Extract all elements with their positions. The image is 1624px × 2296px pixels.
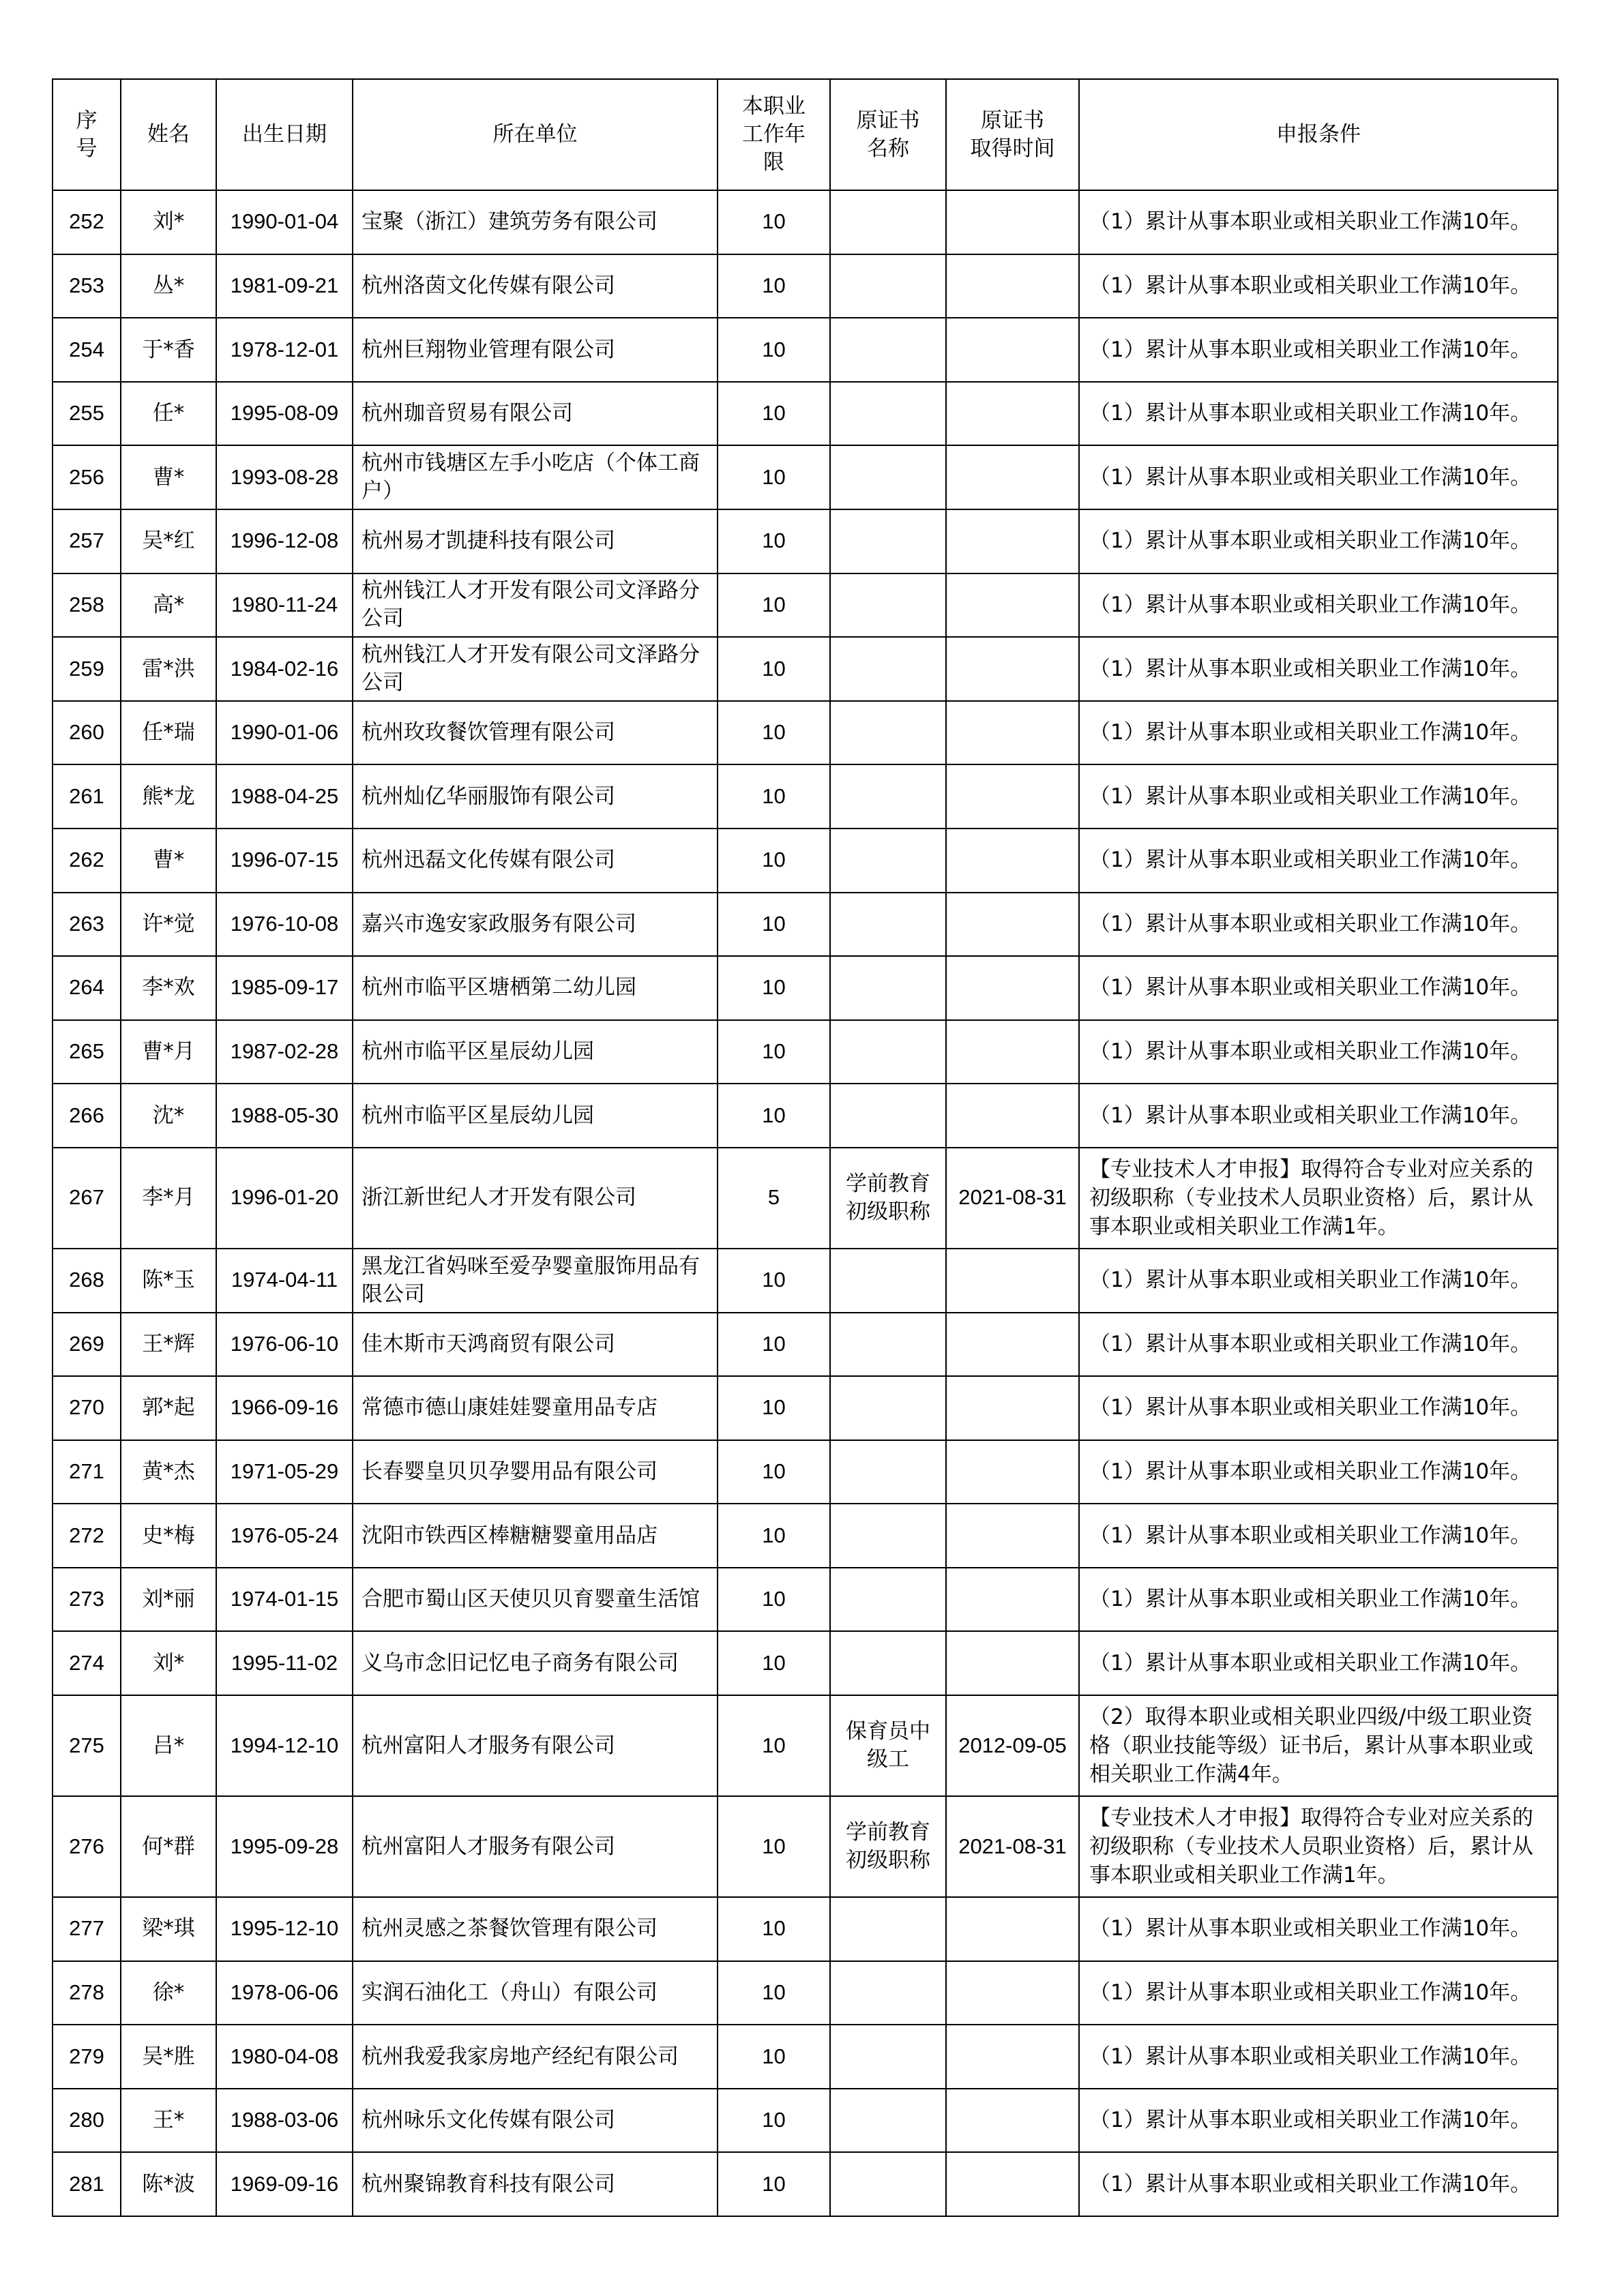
cell-cert-name xyxy=(830,254,946,318)
cell-cert-name xyxy=(830,1376,946,1440)
cell-condition: （1）累计从事本职业或相关职业工作满10年。 xyxy=(1079,573,1558,638)
cell-name: 何*群 xyxy=(121,1796,216,1897)
cell-condition: （1）累计从事本职业或相关职业工作满10年。 xyxy=(1079,764,1558,829)
table-row xyxy=(53,1084,1558,1148)
cell-seq: 258 xyxy=(53,573,121,638)
cell-cert-name xyxy=(830,2152,946,2216)
cell-name: 王*辉 xyxy=(121,1313,216,1377)
cell-unit: 杭州聚锦教育科技有限公司 xyxy=(353,2152,718,2216)
cell-unit: 杭州巨翔物业管理有限公司 xyxy=(353,318,718,382)
header-birth xyxy=(216,79,353,190)
cell-name: 丛* xyxy=(121,254,216,318)
cell-unit: 杭州珈音贸易有限公司 xyxy=(353,382,718,446)
cell-birth: 1994-12-10 xyxy=(216,1695,353,1796)
cell-unit: 杭州富阳人才服务有限公司 xyxy=(353,1796,718,1897)
cell-unit: 杭州富阳人才服务有限公司 xyxy=(353,1695,718,1796)
cell-years: 10 xyxy=(718,190,830,254)
cell-cert-time xyxy=(946,829,1079,893)
cell-unit: 杭州洛茵文化传媒有限公司 xyxy=(353,254,718,318)
cell-cert-time xyxy=(946,2152,1079,2216)
cell-birth: 1978-12-01 xyxy=(216,318,353,382)
cell-birth: 1980-11-24 xyxy=(216,573,353,638)
cell-name: 雷*洪 xyxy=(121,637,216,701)
cell-seq: 266 xyxy=(53,1084,121,1148)
cell-name: 梁*琪 xyxy=(121,1897,216,1961)
cell-birth: 1985-09-17 xyxy=(216,956,353,1020)
cell-birth: 1990-01-06 xyxy=(216,701,353,765)
cell-condition: （1）累计从事本职业或相关职业工作满10年。 xyxy=(1079,1084,1558,1148)
cell-cert-time xyxy=(946,1504,1079,1568)
cell-years: 10 xyxy=(718,254,830,318)
cell-cert-name xyxy=(830,1631,946,1695)
cell-birth: 1974-01-15 xyxy=(216,1568,353,1632)
cell-cert-time xyxy=(946,1313,1079,1377)
cell-birth: 1996-12-08 xyxy=(216,509,353,573)
cell-condition: （1）累计从事本职业或相关职业工作满10年。 xyxy=(1079,445,1558,509)
cell-years: 10 xyxy=(718,1504,830,1568)
header-birth-label: 出生日期 xyxy=(242,122,327,147)
cell-seq: 265 xyxy=(53,1020,121,1084)
cell-cert-name xyxy=(830,2025,946,2089)
table-row xyxy=(53,2089,1558,2153)
cell-years: 10 xyxy=(718,1897,830,1961)
header-condition xyxy=(1079,79,1558,190)
cell-name: 吴*红 xyxy=(121,509,216,573)
cell-years: 10 xyxy=(718,1568,830,1632)
cell-seq: 273 xyxy=(53,1568,121,1632)
cell-years: 10 xyxy=(718,573,830,638)
cell-condition: （1）累计从事本职业或相关职业工作满10年。 xyxy=(1079,509,1558,573)
cell-unit: 杭州市临平区星辰幼儿园 xyxy=(353,1084,718,1148)
cell-unit: 杭州易才凯捷科技有限公司 xyxy=(353,509,718,573)
cell-condition: （1）累计从事本职业或相关职业工作满10年。 xyxy=(1079,1249,1558,1313)
cell-unit: 嘉兴市逸安家政服务有限公司 xyxy=(353,893,718,957)
cell-cert-time xyxy=(946,445,1079,509)
cell-name: 李*月 xyxy=(121,1148,216,1249)
cell-seq: 276 xyxy=(53,1796,121,1897)
cell-unit: 杭州灿亿华丽服饰有限公司 xyxy=(353,764,718,829)
header-name xyxy=(121,79,216,190)
cell-unit: 杭州咏乐文化传媒有限公司 xyxy=(353,2089,718,2153)
cell-seq: 268 xyxy=(53,1249,121,1313)
header-cert-time xyxy=(946,79,1079,190)
cell-years: 10 xyxy=(718,445,830,509)
cell-condition: （1）累计从事本职业或相关职业工作满10年。 xyxy=(1079,829,1558,893)
cell-cert-time xyxy=(946,637,1079,701)
cell-seq: 280 xyxy=(53,2089,121,2153)
cell-condition: （1）累计从事本职业或相关职业工作满10年。 xyxy=(1079,1961,1558,2025)
cell-seq: 263 xyxy=(53,893,121,957)
header-years-label: 本职业 工作年 限 xyxy=(742,94,806,175)
cell-cert-time xyxy=(946,1631,1079,1695)
cell-birth: 1980-04-08 xyxy=(216,2025,353,2089)
cell-cert-name xyxy=(830,956,946,1020)
cell-condition: （1）累计从事本职业或相关职业工作满10年。 xyxy=(1079,1504,1558,1568)
table-row xyxy=(53,382,1558,446)
cell-unit: 杭州我爱我家房地产经纪有限公司 xyxy=(353,2025,718,2089)
cell-years: 10 xyxy=(718,1961,830,2025)
header-cert-time-label: 原证书 取得时间 xyxy=(970,108,1055,161)
cell-cert-name xyxy=(830,1313,946,1377)
cell-cert-time xyxy=(946,1249,1079,1313)
cell-name: 刘* xyxy=(121,190,216,254)
cell-birth: 1987-02-28 xyxy=(216,1020,353,1084)
table-row xyxy=(53,190,1558,254)
cell-condition: （1）累计从事本职业或相关职业工作满10年。 xyxy=(1079,2152,1558,2216)
cell-seq: 279 xyxy=(53,2025,121,2089)
cell-years: 10 xyxy=(718,382,830,446)
cell-cert-time xyxy=(946,1376,1079,1440)
cell-birth: 1996-07-15 xyxy=(216,829,353,893)
cell-cert-name xyxy=(830,829,946,893)
table-row xyxy=(53,2025,1558,2089)
cell-name: 沈* xyxy=(121,1084,216,1148)
cell-name: 任* xyxy=(121,382,216,446)
cell-name: 曹* xyxy=(121,445,216,509)
cell-years: 10 xyxy=(718,1313,830,1377)
cell-cert-name xyxy=(830,318,946,382)
table-row xyxy=(53,1376,1558,1440)
table-row xyxy=(53,509,1558,573)
cell-birth: 1974-04-11 xyxy=(216,1249,353,1313)
cell-cert-time xyxy=(946,1897,1079,1961)
cell-cert-name xyxy=(830,382,946,446)
cell-birth: 1976-06-10 xyxy=(216,1313,353,1377)
cell-name: 郭*起 xyxy=(121,1376,216,1440)
cell-condition: （1）累计从事本职业或相关职业工作满10年。 xyxy=(1079,956,1558,1020)
cell-unit: 杭州灵感之茶餐饮管理有限公司 xyxy=(353,1897,718,1961)
cell-birth: 1995-11-02 xyxy=(216,1631,353,1695)
cell-seq: 257 xyxy=(53,509,121,573)
header-unit xyxy=(353,79,718,190)
cell-cert-name xyxy=(830,1020,946,1084)
cell-name: 陈*波 xyxy=(121,2152,216,2216)
table-row xyxy=(53,1440,1558,1504)
header-seq-label: 序 号 xyxy=(76,108,98,161)
cell-cert-name: 保育员中级工 xyxy=(830,1695,946,1796)
header-name-label: 姓名 xyxy=(147,122,190,147)
cell-name: 任*瑞 xyxy=(121,701,216,765)
cell-cert-time xyxy=(946,1084,1079,1148)
cell-cert-time xyxy=(946,190,1079,254)
cell-unit: 黑龙江省妈咪至爱孕婴童服饰用品有限公司 xyxy=(353,1249,718,1313)
table-row xyxy=(53,1148,1558,1249)
cell-years: 10 xyxy=(718,2025,830,2089)
cell-condition: （1）累计从事本职业或相关职业工作满10年。 xyxy=(1079,893,1558,957)
cell-years: 10 xyxy=(718,893,830,957)
cell-seq: 261 xyxy=(53,764,121,829)
table-row xyxy=(53,445,1558,509)
cell-years: 10 xyxy=(718,701,830,765)
table-row xyxy=(53,1568,1558,1632)
cell-condition: （1）累计从事本职业或相关职业工作满10年。 xyxy=(1079,2025,1558,2089)
cell-name: 吕* xyxy=(121,1695,216,1796)
cell-seq: 277 xyxy=(53,1897,121,1961)
cell-name: 陈*玉 xyxy=(121,1249,216,1313)
cell-name: 王* xyxy=(121,2089,216,2153)
cell-cert-time: 2021-08-31 xyxy=(946,1148,1079,1249)
table-row xyxy=(53,318,1558,382)
cell-years: 10 xyxy=(718,2152,830,2216)
cell-seq: 255 xyxy=(53,382,121,446)
table-row xyxy=(53,1249,1558,1313)
cell-name: 刘* xyxy=(121,1631,216,1695)
cell-birth: 1981-09-21 xyxy=(216,254,353,318)
header-seq xyxy=(53,79,121,190)
cell-years: 10 xyxy=(718,509,830,573)
cell-condition: （1）累计从事本职业或相关职业工作满10年。 xyxy=(1079,1440,1558,1504)
cell-name: 曹* xyxy=(121,829,216,893)
cell-unit: 杭州玫玫餐饮管理有限公司 xyxy=(353,701,718,765)
cell-name: 史*梅 xyxy=(121,1504,216,1568)
cell-birth: 1984-02-16 xyxy=(216,637,353,701)
table-row xyxy=(53,1961,1558,2025)
cell-cert-time xyxy=(946,1568,1079,1632)
table-row xyxy=(53,1313,1558,1377)
cell-seq: 260 xyxy=(53,701,121,765)
cell-cert-name xyxy=(830,190,946,254)
cell-seq: 254 xyxy=(53,318,121,382)
table-row xyxy=(53,1796,1558,1897)
cell-seq: 271 xyxy=(53,1440,121,1504)
cell-years: 10 xyxy=(718,1631,830,1695)
cell-cert-time xyxy=(946,2025,1079,2089)
cell-cert-name xyxy=(830,701,946,765)
cell-unit: 宝聚（浙江）建筑劳务有限公司 xyxy=(353,190,718,254)
cell-name: 曹*月 xyxy=(121,1020,216,1084)
cell-years: 10 xyxy=(718,637,830,701)
cell-condition: （1）累计从事本职业或相关职业工作满10年。 xyxy=(1079,318,1558,382)
cell-cert-name xyxy=(830,445,946,509)
cell-cert-time xyxy=(946,254,1079,318)
cell-birth: 1990-01-04 xyxy=(216,190,353,254)
table-row xyxy=(53,2152,1558,2216)
cell-cert-time xyxy=(946,1440,1079,1504)
cell-cert-name xyxy=(830,1568,946,1632)
cell-cert-name xyxy=(830,573,946,638)
cell-birth: 1995-09-28 xyxy=(216,1796,353,1897)
cell-birth: 1995-08-09 xyxy=(216,382,353,446)
applicant-table xyxy=(52,78,1559,2217)
cell-cert-name xyxy=(830,1504,946,1568)
table-row xyxy=(53,956,1558,1020)
header-condition-label: 申报条件 xyxy=(1276,122,1361,147)
cell-years: 10 xyxy=(718,1695,830,1796)
cell-cert-time xyxy=(946,573,1079,638)
cell-condition: （1）累计从事本职业或相关职业工作满10年。 xyxy=(1079,1568,1558,1632)
cell-unit: 实润石油化工（舟山）有限公司 xyxy=(353,1961,718,2025)
cell-name: 吴*胜 xyxy=(121,2025,216,2089)
cell-years: 10 xyxy=(718,318,830,382)
cell-birth: 1966-09-16 xyxy=(216,1376,353,1440)
header-unit-label: 所在单位 xyxy=(492,122,578,147)
cell-unit: 杭州市钱塘区左手小吃店（个体工商户） xyxy=(353,445,718,509)
cell-birth: 1996-01-20 xyxy=(216,1148,353,1249)
cell-birth: 1976-05-24 xyxy=(216,1504,353,1568)
cell-name: 高* xyxy=(121,573,216,638)
cell-cert-name xyxy=(830,1440,946,1504)
cell-cert-name xyxy=(830,1897,946,1961)
table-row xyxy=(53,764,1558,829)
table-row xyxy=(53,701,1558,765)
cell-birth: 1976-10-08 xyxy=(216,893,353,957)
table-row xyxy=(53,1020,1558,1084)
cell-cert-name xyxy=(830,764,946,829)
cell-cert-time: 2021-08-31 xyxy=(946,1796,1079,1897)
cell-seq: 259 xyxy=(53,637,121,701)
cell-cert-name: 学前教育初级职称 xyxy=(830,1148,946,1249)
cell-seq: 275 xyxy=(53,1695,121,1796)
cell-condition: （1）累计从事本职业或相关职业工作满10年。 xyxy=(1079,1897,1558,1961)
cell-unit: 浙江新世纪人才开发有限公司 xyxy=(353,1148,718,1249)
cell-cert-name xyxy=(830,509,946,573)
cell-condition: （1）累计从事本职业或相关职业工作满10年。 xyxy=(1079,382,1558,446)
cell-seq: 281 xyxy=(53,2152,121,2216)
cell-birth: 1988-04-25 xyxy=(216,764,353,829)
cell-seq: 272 xyxy=(53,1504,121,1568)
cell-cert-time: 2012-09-05 xyxy=(946,1695,1079,1796)
cell-name: 许*觉 xyxy=(121,893,216,957)
cell-birth: 1969-09-16 xyxy=(216,2152,353,2216)
cell-seq: 274 xyxy=(53,1631,121,1695)
cell-years: 10 xyxy=(718,1440,830,1504)
cell-seq: 269 xyxy=(53,1313,121,1377)
cell-birth: 1993-08-28 xyxy=(216,445,353,509)
cell-condition: （1）累计从事本职业或相关职业工作满10年。 xyxy=(1079,254,1558,318)
cell-cert-name xyxy=(830,1084,946,1148)
cell-condition: （1）累计从事本职业或相关职业工作满10年。 xyxy=(1079,1020,1558,1084)
cell-condition: （1）累计从事本职业或相关职业工作满10年。 xyxy=(1079,1376,1558,1440)
cell-condition: （1）累计从事本职业或相关职业工作满10年。 xyxy=(1079,701,1558,765)
cell-years: 10 xyxy=(718,1020,830,1084)
table-row xyxy=(53,893,1558,957)
cell-seq: 262 xyxy=(53,829,121,893)
cell-unit: 合肥市蜀山区天使贝贝育婴童生活馆 xyxy=(353,1568,718,1632)
cell-cert-time xyxy=(946,893,1079,957)
cell-unit: 沈阳市铁西区棒糖糖婴童用品店 xyxy=(353,1504,718,1568)
cell-condition: （1）累计从事本职业或相关职业工作满10年。 xyxy=(1079,190,1558,254)
header-row xyxy=(53,79,1558,190)
cell-cert-time xyxy=(946,764,1079,829)
cell-cert-name xyxy=(830,1249,946,1313)
cell-seq: 256 xyxy=(53,445,121,509)
cell-seq: 278 xyxy=(53,1961,121,2025)
cell-birth: 1978-06-06 xyxy=(216,1961,353,2025)
cell-unit: 长春婴皇贝贝孕婴用品有限公司 xyxy=(353,1440,718,1504)
cell-cert-time xyxy=(946,956,1079,1020)
cell-name: 刘*丽 xyxy=(121,1568,216,1632)
cell-cert-name xyxy=(830,1961,946,2025)
cell-cert-time xyxy=(946,382,1079,446)
cell-cert-time xyxy=(946,2089,1079,2153)
cell-cert-name: 学前教育初级职称 xyxy=(830,1796,946,1897)
table-row xyxy=(53,829,1558,893)
cell-birth: 1995-12-10 xyxy=(216,1897,353,1961)
cell-unit: 杭州迅磊文化传媒有限公司 xyxy=(353,829,718,893)
cell-cert-time xyxy=(946,1961,1079,2025)
cell-birth: 1971-05-29 xyxy=(216,1440,353,1504)
cell-years: 10 xyxy=(718,1796,830,1897)
cell-seq: 264 xyxy=(53,956,121,1020)
table-row xyxy=(53,637,1558,701)
cell-cert-time xyxy=(946,509,1079,573)
cell-cert-name xyxy=(830,637,946,701)
cell-seq: 270 xyxy=(53,1376,121,1440)
table-row xyxy=(53,1695,1558,1796)
cell-unit: 杭州市临平区塘栖第二幼儿园 xyxy=(353,956,718,1020)
table-row xyxy=(53,1631,1558,1695)
table-body xyxy=(53,190,1558,2216)
cell-condition: （1）累计从事本职业或相关职业工作满10年。 xyxy=(1079,2089,1558,2153)
cell-birth: 1988-03-06 xyxy=(216,2089,353,2153)
cell-condition: （1）累计从事本职业或相关职业工作满10年。 xyxy=(1079,1631,1558,1695)
cell-condition: （1）累计从事本职业或相关职业工作满10年。 xyxy=(1079,1313,1558,1377)
header-cert-name-label: 原证书 名称 xyxy=(856,108,920,161)
cell-seq: 267 xyxy=(53,1148,121,1249)
cell-cert-time xyxy=(946,1020,1079,1084)
cell-birth: 1988-05-30 xyxy=(216,1084,353,1148)
cell-seq: 252 xyxy=(53,190,121,254)
table-row xyxy=(53,1897,1558,1961)
cell-unit: 杭州钱江人才开发有限公司文泽路分公司 xyxy=(353,573,718,638)
cell-condition: （1）累计从事本职业或相关职业工作满10年。 xyxy=(1079,637,1558,701)
cell-years: 5 xyxy=(718,1148,830,1249)
cell-name: 于*香 xyxy=(121,318,216,382)
cell-cert-name xyxy=(830,893,946,957)
cell-years: 10 xyxy=(718,829,830,893)
cell-unit: 义乌市念旧记忆电子商务有限公司 xyxy=(353,1631,718,1695)
cell-seq: 253 xyxy=(53,254,121,318)
cell-years: 10 xyxy=(718,1376,830,1440)
cell-name: 黄*杰 xyxy=(121,1440,216,1504)
cell-unit: 杭州钱江人才开发有限公司文泽路分公司 xyxy=(353,637,718,701)
cell-condition: （2）取得本职业或相关职业四级/中级工职业资格（职业技能等级）证书后，累计从事本职业或相关职业工作满4年。 xyxy=(1079,1695,1558,1796)
cell-years: 10 xyxy=(718,2089,830,2153)
cell-years: 10 xyxy=(718,764,830,829)
cell-unit: 佳木斯市天鸿商贸有限公司 xyxy=(353,1313,718,1377)
header-years xyxy=(718,79,830,190)
table-row xyxy=(53,573,1558,638)
table-row xyxy=(53,254,1558,318)
cell-name: 熊*龙 xyxy=(121,764,216,829)
cell-name: 李*欢 xyxy=(121,956,216,1020)
cell-cert-time xyxy=(946,318,1079,382)
cell-cert-time xyxy=(946,701,1079,765)
cell-condition: 【专业技术人才申报】取得符合专业对应关系的初级职称（专业技术人员职业资格）后，累计从事本职业或相关职业工作满1年。 xyxy=(1079,1796,1558,1897)
cell-cert-name xyxy=(830,2089,946,2153)
cell-unit: 杭州市临平区星辰幼儿园 xyxy=(353,1020,718,1084)
cell-condition: 【专业技术人才申报】取得符合专业对应关系的初级职称（专业技术人员职业资格）后，累计从事本职业或相关职业工作满1年。 xyxy=(1079,1148,1558,1249)
table-row xyxy=(53,1504,1558,1568)
cell-name: 徐* xyxy=(121,1961,216,2025)
cell-years: 10 xyxy=(718,1084,830,1148)
cell-unit: 常德市德山康娃娃婴童用品专店 xyxy=(353,1376,718,1440)
header-cert-name xyxy=(830,79,946,190)
cell-years: 10 xyxy=(718,1249,830,1313)
cell-years: 10 xyxy=(718,956,830,1020)
